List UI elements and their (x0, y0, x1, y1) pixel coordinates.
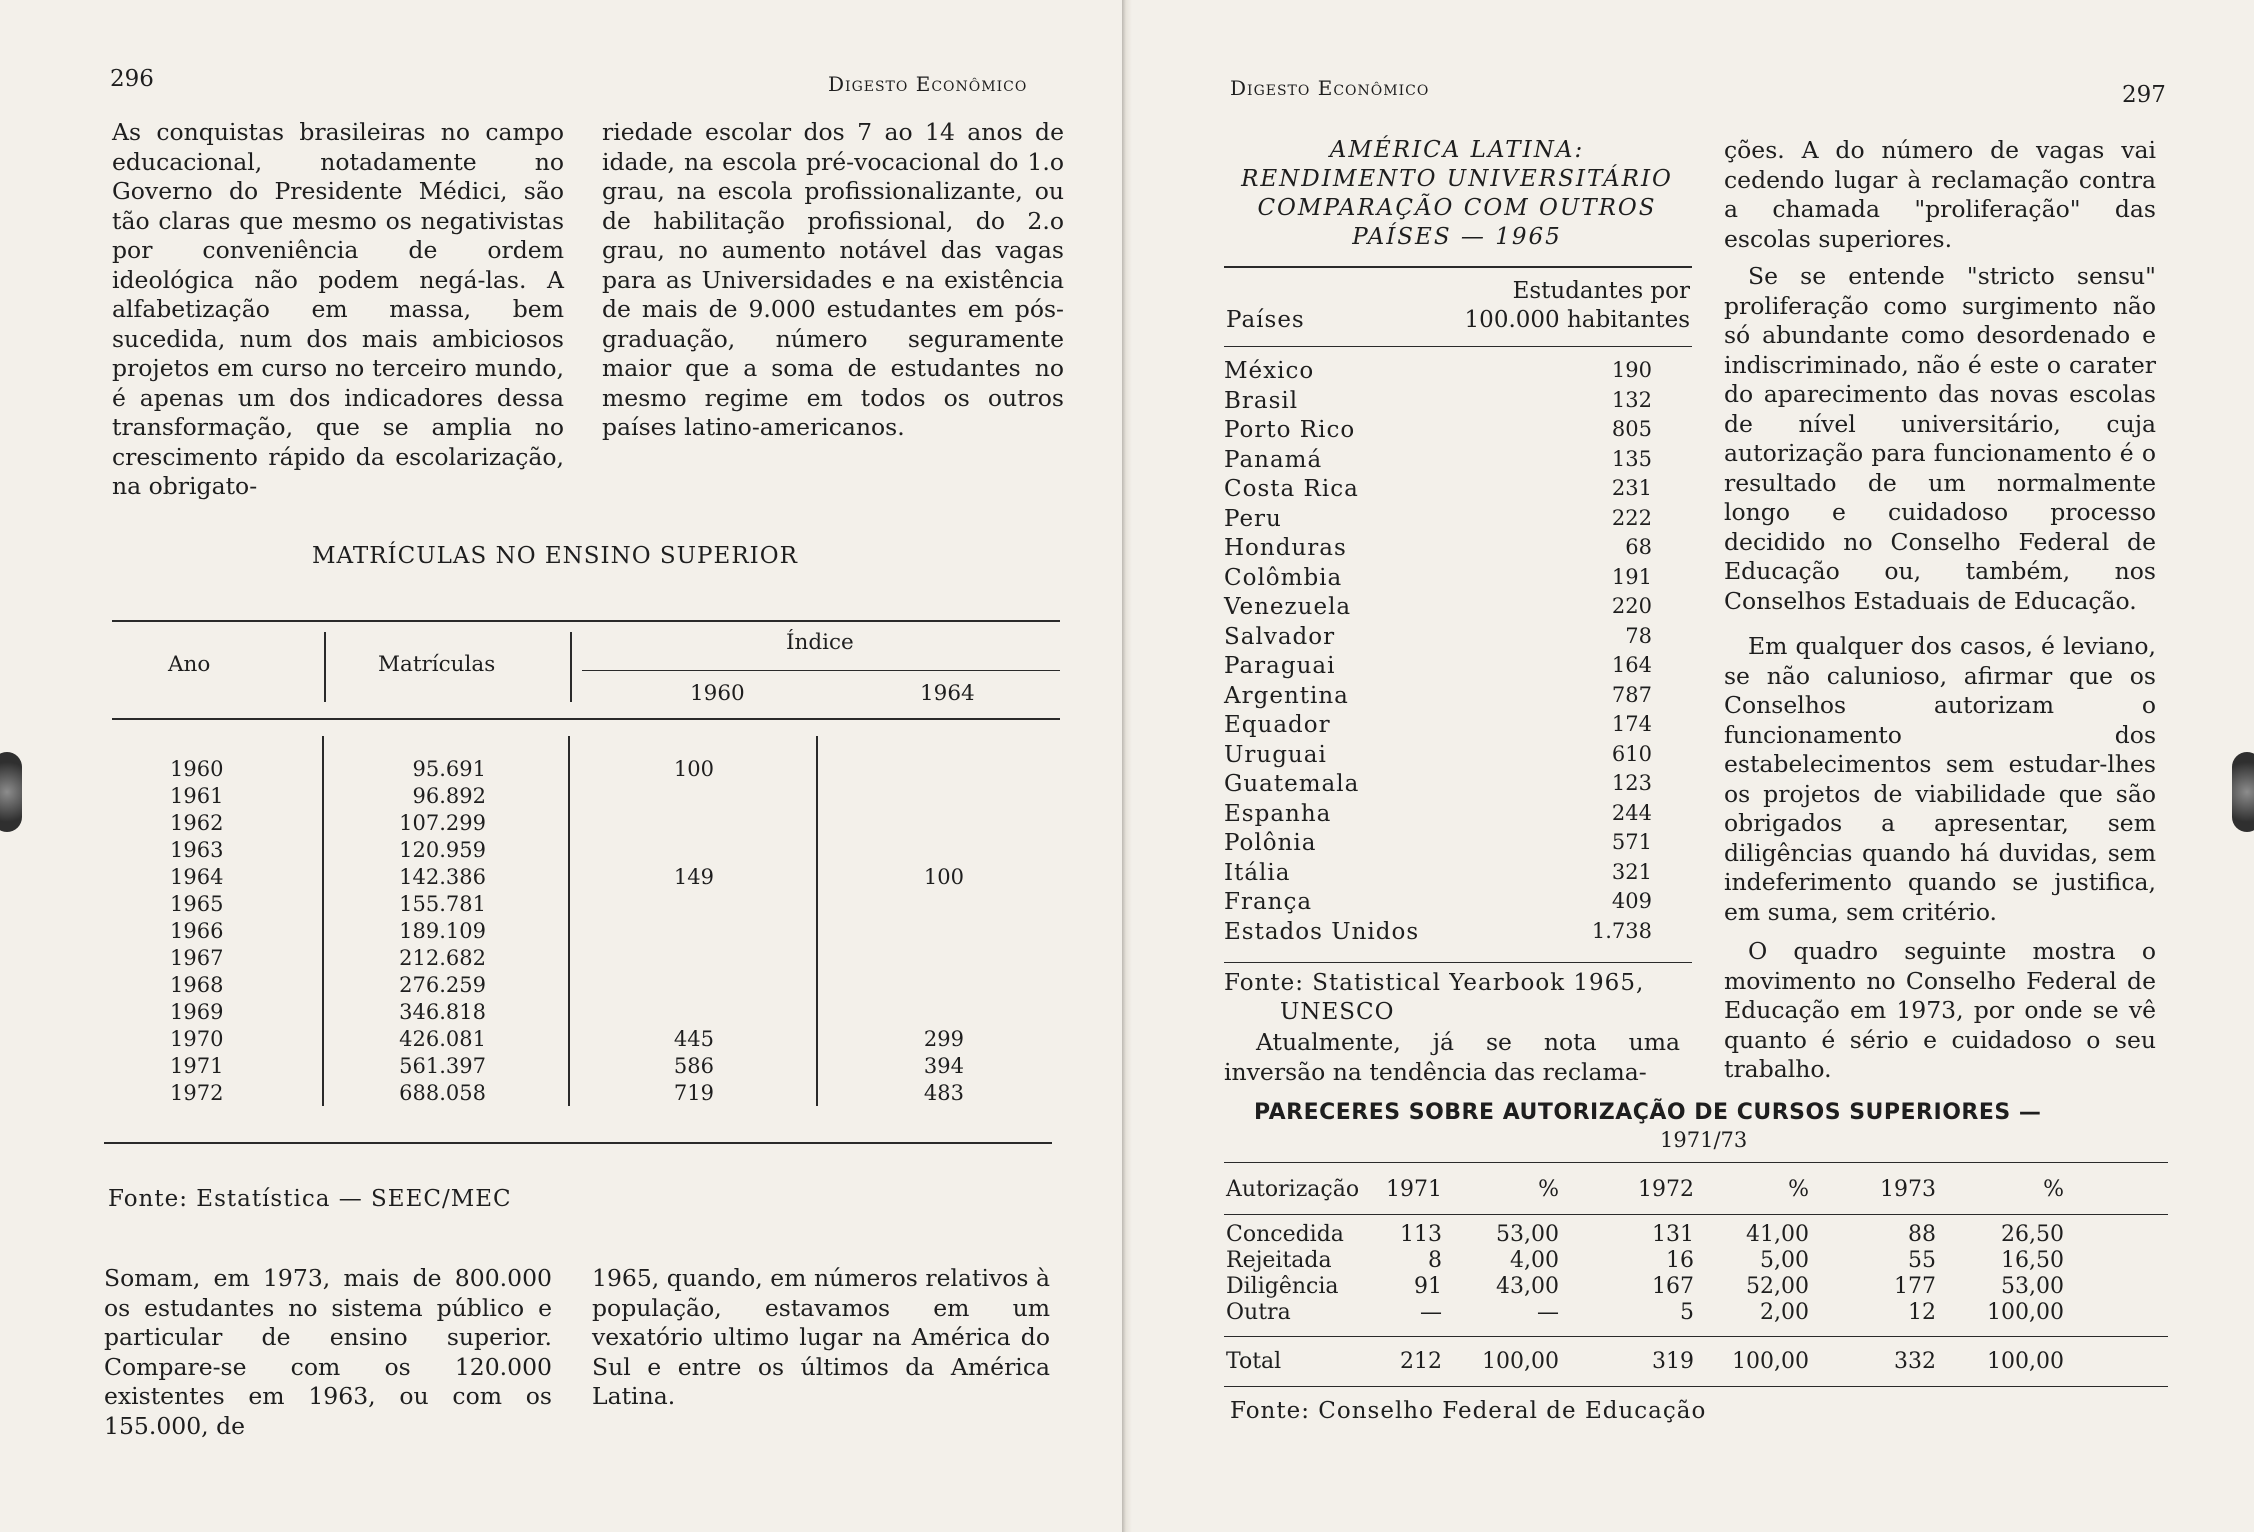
cell-ano: 1968 (170, 973, 224, 997)
table-title-line: AMÉRICA LATINA: (1329, 137, 1585, 163)
table-rule (104, 1142, 1052, 1144)
table-body (1224, 1222, 2168, 1332)
cell-value: 244 (1611, 800, 1652, 825)
cell-indice-1964 (910, 891, 964, 918)
cell-matriculas: 107.299 (399, 811, 486, 835)
table-row (1224, 653, 1684, 683)
table-rule (1224, 1386, 2168, 1387)
body-paragraph (112, 118, 564, 502)
table-header-row (1224, 1177, 2164, 1203)
table-row (1224, 506, 1684, 536)
table-row (1224, 801, 1684, 831)
table-row (1224, 1300, 2164, 1326)
table-source: UNESCO (1280, 999, 1395, 1025)
cell-indice-1964 (910, 783, 964, 810)
table-row (1224, 919, 1684, 949)
cell-matriculas: 688.058 (399, 1081, 486, 1105)
table-rule (816, 736, 818, 1106)
cell-indice-1964 (910, 810, 964, 837)
table-rule (112, 620, 1060, 622)
table-cell: 53,00 (1496, 1222, 1559, 1247)
table-title (1224, 136, 1690, 252)
cell-ano: 1965 (170, 892, 224, 916)
cell-value: 123 (1611, 771, 1652, 795)
table-source: Fonte: Statistical Yearbook 1965, (1224, 970, 1645, 996)
table-cell: 16,50 (2001, 1248, 2064, 1273)
cell-indice-1960 (660, 810, 714, 837)
column-header: 1964 (920, 681, 975, 706)
table-row (1224, 1222, 2164, 1248)
column-header: 1960 (690, 681, 745, 706)
column-header: Países (1226, 307, 1305, 333)
table-total-row (1224, 1349, 2164, 1375)
table-row (1224, 535, 1684, 565)
paragraph-text: As conquistas brasileiras no campo educacional, notadamente no Governo do Presidente Médici, são tão claras que mesmo os negativistas por conveniência de ordem ideológica não podem negá-las. A alfabetização em massa, bem sucedida, num dos mais ambiciosos projetos em curso no terceiro mundo, é apenas um dos indicadores dessa transformação, que se amplia no crescimento rápido da escolarização, na obrigato- (112, 118, 564, 500)
table-row (1224, 358, 1684, 388)
cell-matriculas: 189.109 (399, 919, 486, 943)
cell-country: Argentina (1224, 682, 1349, 709)
column-indice-1960 (660, 756, 714, 1107)
cell-indice-1964: 394 (923, 1054, 964, 1078)
table-rule (1224, 1162, 2168, 1163)
cell-indice-1960 (660, 972, 714, 999)
cell-indice-1964: 483 (923, 1081, 964, 1105)
table-cell: 131 (1652, 1222, 1694, 1247)
cell-indice-1964 (910, 918, 964, 945)
cell-indice-1960 (660, 945, 714, 972)
table-cell: 43,00 (1496, 1274, 1559, 1299)
table-row (1224, 1274, 2164, 1300)
body-paragraph (602, 118, 1064, 443)
right-page (1132, 0, 2254, 1532)
cell-indice-1964 (910, 999, 964, 1026)
table-title-line: PAÍSES — 1965 (1352, 224, 1562, 250)
cell-country: Venezuela (1224, 594, 1352, 620)
cell-indice-1964 (910, 972, 964, 999)
cell-matriculas: 96.892 (412, 784, 486, 808)
column-header: 1972 (1638, 1177, 1694, 1202)
cell-country: Salvador (1224, 623, 1336, 650)
cell-ano: 1972 (170, 1081, 224, 1105)
paragraph-text: Em qualquer dos casos, é leviano, se não calunioso, afirmar que os Conselhos autorizam o funcionamento dos estabelecimentos sem estudar-lhes os projetos de viabilidade que são obrigados a apresentar, sem diligências quando há duvidas, sem indeferimento quando se justifica, em suma, sem critério. (1724, 632, 2156, 926)
cell-indice-1960 (660, 783, 714, 810)
table-source: Fonte: Estatística — SEEC/MEC (108, 1186, 512, 1212)
table-rule (112, 718, 1060, 720)
table-cell: 100,00 (1987, 1300, 2064, 1325)
table-row (1224, 712, 1684, 742)
table-title: 1971/73 (1660, 1128, 1748, 1152)
cell-country: Costa Rica (1224, 476, 1359, 502)
cell-value: 571 (1611, 830, 1652, 854)
table-cell: 41,00 (1746, 1222, 1809, 1247)
cell-country: Estados Unidos (1224, 918, 1420, 945)
cell-ano: 1969 (170, 1000, 224, 1024)
cell-value: 174 (1611, 712, 1652, 736)
cell-value: 231 (1611, 476, 1652, 500)
table-cell: 2,00 (1760, 1300, 1809, 1325)
cell-indice-1964 (910, 945, 964, 972)
table-title: PARECERES SOBRE AUTORIZAÇÃO DE CURSOS SUPERIORES — (1254, 1100, 2042, 1125)
cell-country: Guatemala (1224, 771, 1360, 797)
paragraph-text: Atualmente, já se nota uma inversão na tendência das reclama- (1224, 1028, 1680, 1086)
table-rule (322, 736, 324, 1106)
table-source: Fonte: Conselho Federal de Educação (1230, 1398, 1707, 1424)
cell-value: 164 (1611, 653, 1652, 677)
table-cell: 53,00 (2001, 1274, 2064, 1299)
right-column (1724, 136, 2156, 1085)
cell-country: Espanha (1224, 800, 1332, 827)
table-rule (570, 632, 572, 702)
cell-indice-1964: 299 (923, 1027, 964, 1051)
cell-value: 190 (1611, 358, 1652, 382)
cell-matriculas: 346.818 (399, 1000, 486, 1024)
cell-indice-1964: 100 (923, 865, 964, 889)
book-gutter (1122, 0, 1132, 1532)
column-indice-1964 (910, 756, 964, 1107)
table-row (1224, 889, 1684, 919)
table-rule (1224, 1214, 2168, 1215)
column-header: 1973 (1880, 1177, 1936, 1202)
table-cell: Outra (1226, 1300, 1291, 1325)
table-cell: 26,50 (2001, 1222, 2064, 1247)
cell-value: 787 (1611, 682, 1652, 707)
table-row (1224, 388, 1684, 418)
page-number: 297 (2122, 82, 2166, 108)
table-rule (1224, 1336, 2168, 1337)
cell-ano: 1970 (170, 1027, 224, 1051)
table-cell: — (1420, 1300, 1442, 1325)
table-title-line: RENDIMENTO UNIVERSITÁRIO (1241, 166, 1673, 192)
column-header: 1971 (1386, 1177, 1442, 1202)
table-row (1224, 447, 1684, 477)
column-header: Estudantes por (1512, 278, 1690, 304)
column-header: % (1788, 1177, 1809, 1202)
cell-indice-1960 (660, 837, 714, 864)
column-header: Autorização (1226, 1177, 1360, 1202)
body-paragraph (1224, 1028, 1680, 1087)
cell-value: 321 (1611, 859, 1652, 884)
cell-value: 805 (1611, 417, 1652, 441)
cell-ano: 1971 (170, 1054, 224, 1078)
cell-matriculas: 120.959 (399, 838, 486, 862)
cell-value: 68 (1625, 535, 1652, 559)
table-cell: 177 (1894, 1274, 1936, 1299)
cell-value: 220 (1611, 594, 1652, 618)
cell-matriculas: 426.081 (399, 1027, 486, 1051)
paragraph-text: O quadro seguinte mostra o movimento no Conselho Federal de Educação em 1973, por onde se vê quanto é sério e cuidadoso o seu trabalho. (1724, 937, 2156, 1083)
cell-ano: 1961 (170, 784, 224, 808)
cell-country: França (1224, 889, 1313, 915)
cell-value: 132 (1611, 387, 1652, 412)
table-rule (1224, 266, 1692, 268)
cell-country: Peru (1224, 505, 1282, 532)
table-cell: 100,00 (1482, 1349, 1559, 1374)
table-cell: — (1537, 1300, 1559, 1325)
table-cell: 5 (1680, 1300, 1694, 1325)
table-rule (1224, 346, 1692, 347)
cell-matriculas: 95.691 (412, 757, 486, 781)
cell-indice-1960 (660, 918, 714, 945)
table-cell: 5,00 (1760, 1248, 1809, 1273)
paragraph-text: 1965, quando, em números relativos à população, estavamos em um vexatório ultimo lugar na América do Sul e entre os últimos da América Latina. (592, 1264, 1050, 1410)
table-cell: 8 (1428, 1248, 1442, 1273)
cell-value: 409 (1611, 889, 1652, 913)
table-title-line: COMPARAÇÃO COM OUTROS (1257, 195, 1657, 221)
cell-country: Honduras (1224, 535, 1347, 561)
paragraph-text: Somam, em 1973, mais de 800.000 os estudantes no sistema público e particular de ensino superior. Compare-se com os 120.000 existentes em 1963, ou com os 155.000, de (104, 1264, 552, 1440)
body-paragraph (104, 1264, 552, 1441)
cell-ano: 1960 (170, 757, 224, 781)
table-rule (568, 736, 570, 1106)
cell-ano: 1966 (170, 919, 224, 943)
cell-country: Brasil (1224, 387, 1299, 414)
table-row (1224, 860, 1684, 890)
table-row (1224, 417, 1684, 447)
table-cell: 4,00 (1510, 1248, 1559, 1273)
cell-value: 610 (1611, 741, 1652, 766)
cell-indice-1960: 100 (673, 757, 714, 781)
cell-matriculas: 276.259 (399, 973, 486, 997)
column-header: Ano (168, 652, 211, 677)
table-row (1224, 830, 1684, 860)
paragraph-text: riedade escolar dos 7 ao 14 anos de idade, na escola pré-vocacional do 1.o grau, na escola profissionalizante, ou de habilitação profissional, do 2.o grau, no aumento notável das vagas para as Universidades e na existência de mais de 9.000 estudantes em pós-graduação, número seguramente maior que a soma de estudantes no mesmo regime em todos os outros países latino-americanos. (602, 118, 1064, 441)
cell-indice-1960: 149 (673, 865, 714, 889)
table-row (1224, 771, 1684, 801)
cell-country: Panamá (1224, 446, 1323, 473)
table-cell: Concedida (1226, 1222, 1344, 1247)
table-cell: 16 (1666, 1248, 1694, 1273)
cell-country: Equador (1224, 712, 1331, 738)
table-row (1224, 1248, 2164, 1274)
column-ano (170, 756, 250, 1107)
cell-value: 191 (1611, 564, 1652, 589)
cell-country: Polônia (1224, 830, 1317, 856)
column-header: Índice (786, 630, 854, 655)
cell-indice-1960: 586 (673, 1054, 714, 1078)
cell-ano: 1964 (170, 865, 224, 889)
column-header: % (1538, 1177, 1559, 1202)
cell-indice-1964 (910, 756, 964, 783)
table-row (1224, 624, 1684, 654)
table-row (1224, 565, 1684, 595)
table-rule (582, 670, 1060, 671)
cell-matriculas: 155.781 (399, 892, 486, 916)
cell-indice-1960: 719 (673, 1081, 714, 1105)
table-cell: 52,00 (1746, 1274, 1809, 1299)
table-rule (324, 632, 326, 702)
cell-ano: 1963 (170, 838, 224, 862)
table-body (1224, 358, 1692, 958)
table-row (1224, 476, 1684, 506)
paragraph-text: ções. A do número de vagas vai cedendo lugar à reclamação contra a chamada "proliferação" das escolas superiores. (1724, 136, 2156, 253)
cell-country: Paraguai (1224, 653, 1336, 679)
page-number: 296 (110, 66, 154, 92)
table-cell: 100,00 (1732, 1349, 1809, 1374)
table-cell: 167 (1652, 1274, 1694, 1299)
cell-country: Porto Rico (1224, 417, 1356, 443)
paragraph-text: Se se entende "stricto sensu" proliferação como surgimento não só abundante como desordenado e indiscriminado, não é este o carater do aparecimento das novas escolas de nível universitário, cuja autorização para funcionamento é o resultado de um normalmente longo e cuidadoso processo decidido no Conselho Federal de Educação ou, também, nos Conselhos Estaduais de Educação. (1724, 262, 2156, 615)
body-paragraph (592, 1264, 1050, 1412)
table-cell: 55 (1908, 1248, 1936, 1273)
cell-value: 78 (1625, 623, 1652, 648)
cell-matriculas: 212.682 (399, 946, 486, 970)
cell-ano: 1967 (170, 946, 224, 970)
cell-indice-1960 (660, 891, 714, 918)
column-header: % (2043, 1177, 2064, 1202)
cell-country: Itália (1224, 859, 1291, 886)
cell-indice-1960 (660, 999, 714, 1026)
table-cell: 12 (1908, 1300, 1936, 1325)
cell-country: Uruguai (1224, 741, 1327, 768)
table-cell: 319 (1652, 1349, 1694, 1374)
column-header: 100.000 habitantes (1464, 307, 1690, 333)
table-title: MATRÍCULAS NO ENSINO SUPERIOR (312, 543, 798, 569)
table-cell: 88 (1908, 1222, 1936, 1247)
left-page (0, 0, 1122, 1532)
column-header: Matrículas (378, 652, 496, 677)
table-row (1224, 742, 1684, 772)
cell-matriculas: 142.386 (399, 865, 486, 889)
table-cell: Total (1226, 1349, 1282, 1374)
table-cell: 100,00 (1987, 1349, 2064, 1374)
table-row (1224, 683, 1684, 713)
cell-value: 222 (1611, 505, 1652, 530)
column-matriculas (380, 756, 486, 1107)
cell-value: 1.738 (1591, 918, 1652, 943)
table-row (1224, 594, 1684, 624)
cell-indice-1964 (910, 837, 964, 864)
table-cell: 91 (1414, 1274, 1442, 1299)
table-cell: 113 (1400, 1222, 1442, 1247)
cell-indice-1960: 445 (673, 1027, 714, 1051)
binding-ring (0, 752, 22, 832)
cell-ano: 1962 (170, 811, 224, 835)
table-rule (1224, 962, 1692, 963)
table-cell: Diligência (1226, 1274, 1339, 1299)
cell-country: Colômbia (1224, 564, 1343, 591)
table-cell: 212 (1400, 1349, 1442, 1374)
running-header: Digesto Econômico (1230, 76, 1430, 100)
table-cell: Rejeitada (1226, 1248, 1332, 1273)
cell-country: México (1224, 358, 1315, 384)
running-header: Digesto Econômico (828, 72, 1028, 96)
cell-matriculas: 561.397 (399, 1054, 486, 1078)
table-cell: 332 (1894, 1349, 1936, 1374)
cell-value: 135 (1611, 446, 1652, 471)
binding-ring (2232, 752, 2254, 832)
